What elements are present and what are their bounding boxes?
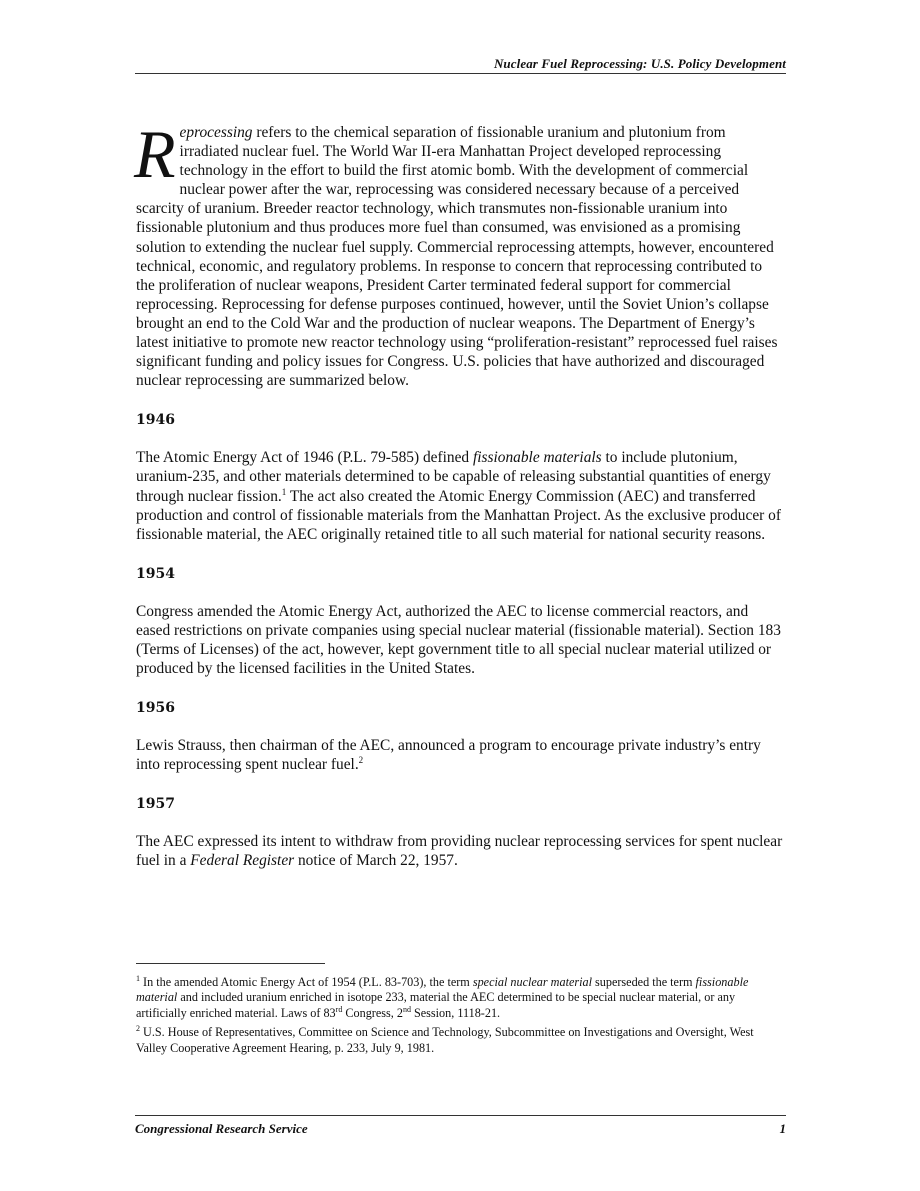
page-number: 1 (779, 1121, 786, 1136)
text-run: Congress, 2 (342, 1005, 403, 1020)
section-1946 (136, 411, 784, 543)
footnote-2 (136, 1025, 784, 1056)
section-heading: 1957 (136, 796, 175, 813)
intro-text: refers to the chemical separation of fissionable uranium and plutonium from irradiated nuclear fuel. The World War II-era Manhattan Project developed reprocessing technology in the effort to build the first atomic bomb. With the development of commercial nuclear power after the war, reprocessing was considered necessary because of a perceived scarcity of uranium. Breeder reactor technology, which transmutes non-fissionable uranium into fissionable plutonium and thus produces more fuel than consumed, was envisioned as a promising solution to extending the nuclear fuel supply. Commercial reprocessing attempts, however, encountered technical, economic, and regulatory problems. In response to concern that reprocessing contributed to the proliferation of nuclear weapons, President Carter terminated federal support for commercial reprocessing. Reprocessing for defense purposes continued, however, until the Soviet Union’s collapse brought an end to the Cold War and the production of nuclear weapons. The Department of Energy’s latest initiative to promote new reactor technology using “proliferation-resistant” reprocessed fuel raises significant funding and policy issues for Congress. U.S. policies that have authorized and discouraged nuclear reprocessing are summarized below. (136, 124, 778, 390)
footnote-divider (136, 963, 325, 964)
footnote-ref[interactable]: 1 (281, 486, 287, 497)
italic-term: fissionable material (136, 975, 749, 1005)
section-paragraph: Congress amended the Atomic Energy Act, authorized the AEC to license commercial reactors, and eased restrictions on private companies using special nuclear material (fissionable material). Section 183 (Terms of Licenses) of the act, however, kept government title to all special nuclear material utilized or produced by the licensed facilities in the United States. (136, 602, 781, 678)
text-run: Session, 1118-21. (410, 1005, 501, 1020)
section-1954 (136, 565, 784, 678)
footnote-number: 2 (136, 1024, 140, 1034)
running-header (135, 56, 786, 74)
text-run: The Atomic Energy Act of 1946 (P.L. 79-585) defined (136, 449, 473, 467)
italic-term: special nuclear material (472, 975, 592, 989)
section-paragraph (136, 736, 784, 774)
italic-term: Federal Register (190, 852, 295, 870)
intro-lead-word: eprocessing (179, 124, 253, 141)
text-run: In the amended Atomic Energy Act of 1954 (P.L. 83-703), the term (140, 975, 473, 989)
section-heading: 1946 (136, 412, 175, 429)
footnote-number: 1 (136, 973, 140, 983)
section-heading: 1954 (136, 565, 175, 582)
section-paragraph (136, 448, 784, 543)
section-1957 (136, 795, 784, 870)
text-run: The act also created the Atomic Energy Commission (AEC) and transferred production and control of fissionable materials from the Manhattan Project. As the exclusive producer of fissionable material, the AEC originally retained title to all such material for national security reasons. (136, 487, 781, 543)
footnote-ref[interactable]: 2 (358, 755, 364, 766)
footer-source: Congressional Research Service (135, 1121, 308, 1136)
section-1956 (136, 699, 784, 774)
drop-cap: R (134, 116, 176, 192)
footnote-1 (136, 975, 784, 1021)
footnotes (136, 975, 784, 1060)
intro-paragraph (134, 116, 784, 390)
text-run: notice of March 22, 1957. (294, 852, 458, 870)
section-heading: 1956 (136, 700, 175, 717)
text-run: to include plutonium, uranium-235, and other materials determined to be capable of releasing substantial quantities of energy through nuclear fission. (136, 449, 771, 505)
italic-term: fissionable materials (472, 449, 602, 467)
header-title: Nuclear Fuel Reprocessing: U.S. Policy Development (493, 56, 786, 71)
text-run: superseded the term (591, 975, 696, 989)
text-run: The AEC expressed its intent to withdraw from providing nuclear reprocessing services for spent nuclear fuel in a (136, 833, 783, 870)
text-run: Lewis Strauss, then chairman of the AEC, announced a program to encourage private industry’s entry into reprocessing spent nuclear fuel. (136, 737, 761, 774)
section-paragraph (136, 832, 784, 870)
ordinal-suffix: rd (335, 1004, 343, 1014)
text-run: U.S. House of Representatives, Committee on Science and Technology, Subcommittee on Investigations and Oversight, West Valley Cooperative Agreement Hearing, p. 233, July 9, 1981. (136, 1025, 754, 1055)
text-run: and included uranium enriched in isotope 233, material the AEC determined to be special nuclear material, or any artificially enriched material. Laws of 83 (136, 990, 736, 1020)
ordinal-suffix: nd (402, 1004, 411, 1014)
document-body (134, 116, 784, 871)
running-footer (135, 1115, 786, 1138)
